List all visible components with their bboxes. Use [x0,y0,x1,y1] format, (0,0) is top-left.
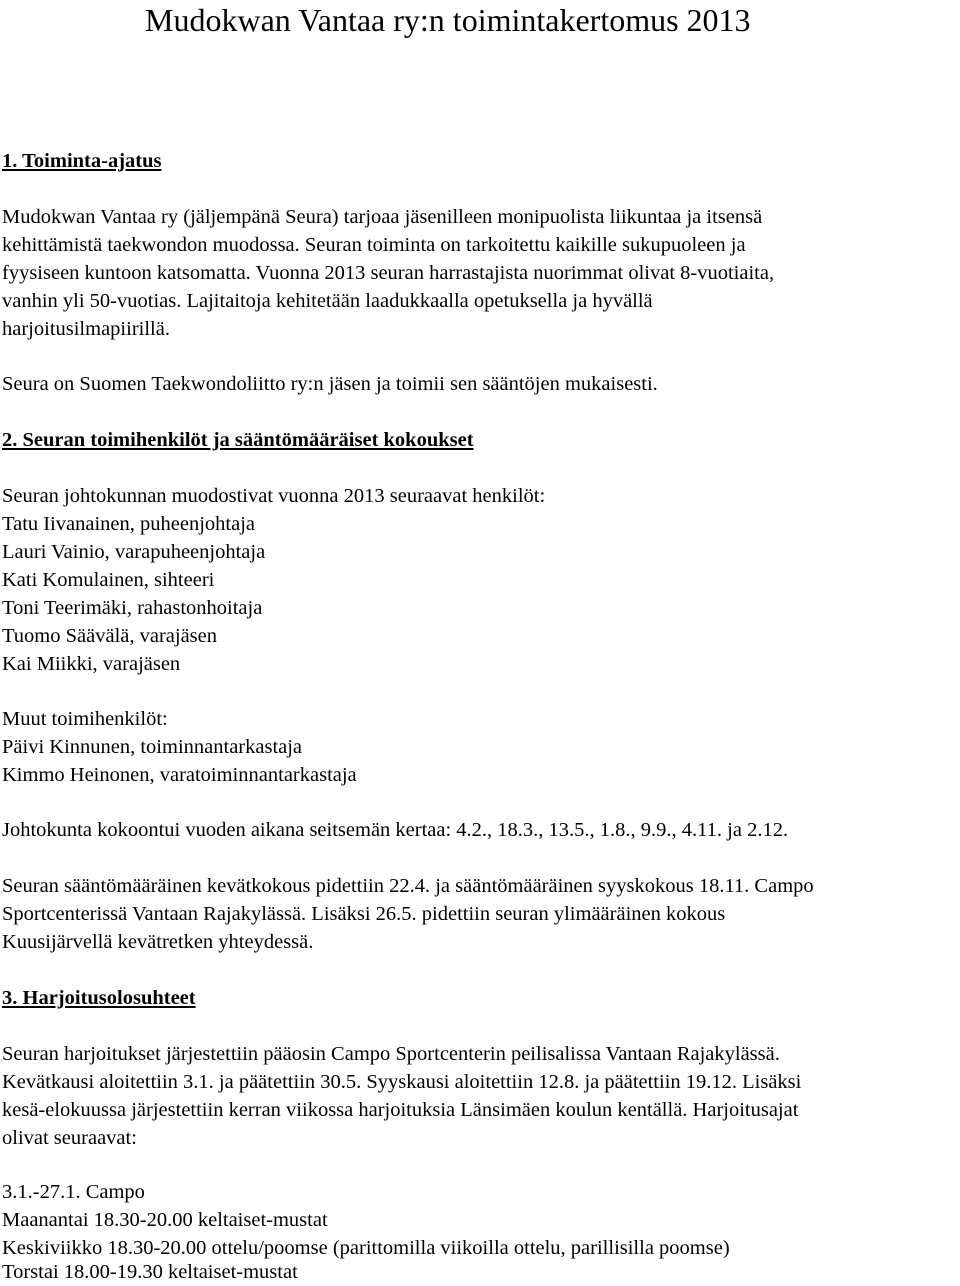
other-officials-intro: Muut toimihenkilöt: [2,708,168,730]
schedule-line: 3.1.-27.1. Campo [2,1181,145,1203]
board-member: Kai Miikki, varajäsen [2,653,181,675]
board-member: Toni Teerimäki, rahastonhoitaja [2,597,263,619]
other-official: Kimmo Heinonen, varatoiminnantarkastaja [2,764,357,786]
board-member: Tuomo Säävälä, varajäsen [2,625,218,647]
schedule-line: Keskiviikko 18.30-20.00 ottelu/poomse (parittomilla viikoilla ottelu, parillisilla poomse) [2,1237,730,1259]
board-member: Tatu Iivanainen, puheenjohtaja [2,513,256,535]
section-3-para-line: Kevätkausi aloitettiin 3.1. ja päätettiin 30.5. Syyskausi aloitettiin 12.8. ja päätettiin 19.12. Lisäksi [2,1071,802,1093]
schedule-line: Maanantai 18.30-20.00 keltaiset-mustat [2,1209,328,1231]
board-meetings: Johtokunta kokoontui vuoden aikana seitsemän kertaa: 4.2., 18.3., 13.5., 1.8., 9.9., 4.11. ja 2.12. [2,819,789,841]
section-2-heading: 2. Seuran toimihenkilöt ja sääntömääräiset kokoukset [2,429,474,451]
section-3-para-line: Seuran harjoitukset järjestettiin pääosin Campo Sportcenterin peilisalissa Vantaan Rajakylässä. [2,1043,780,1065]
section-1-membership: Seura on Suomen Taekwondoliitto ry:n jäsen ja toimii sen sääntöjen mukaisesti. [2,373,658,395]
assemblies-line: Kuusijärvellä kevätretken yhteydessä. [2,931,314,953]
document-title: Mudokwan Vantaa ry:n toimintakertomus 2013 [145,2,751,38]
schedule-line: Torstai 18.00-19.30 keltaiset-mustat [2,1261,298,1283]
board-intro: Seuran johtokunnan muodostivat vuonna 2013 seuraavat henkilöt: [2,485,546,507]
section-1-para-line: harjoitusilmapiirillä. [2,318,170,340]
board-member: Lauri Vainio, varapuheenjohtaja [2,541,266,563]
section-3-para-line: olivat seuraavat: [2,1127,137,1149]
assemblies-line: Sportcenterissä Vantaan Rajakylässä. Lisäksi 26.5. pidettiin seuran ylimääräinen kokous [2,903,726,925]
other-official: Päivi Kinnunen, toiminnantarkastaja [2,736,303,758]
section-1-para-line: Mudokwan Vantaa ry (jäljempänä Seura) tarjoaa jäsenilleen monipuolista liikuntaa ja itsensä [2,206,763,228]
assemblies-line: Seuran sääntömääräinen kevätkokous pidettiin 22.4. ja sääntömääräinen syyskokous 18.11. Campo [2,875,814,897]
section-1-para-line: kehittämistä taekwondon muodossa. Seuran toiminta on tarkoitettu kaikille sukupuoleen ja [2,234,746,256]
section-1-para-line: fyysiseen kuntoon katsomatta. Vuonna 2013 seuran harrastajista nuorimmat olivat 8-vuotiaita, [2,262,775,284]
section-1-para-line: vanhin yli 50-vuotias. Lajitaitoja kehitetään laadukkaalla opetuksella ja hyvällä [2,290,653,312]
section-3-para-line: kesä-elokuussa järjestettiin kerran viikossa harjoituksia Länsimäen koulun kentällä. Harjoitusajat [2,1099,799,1121]
board-member: Kati Komulainen, sihteeri [2,569,215,591]
section-3-heading: 3. Harjoitusolosuhteet [2,987,196,1009]
section-1-heading: 1. Toiminta-ajatus [2,150,162,172]
